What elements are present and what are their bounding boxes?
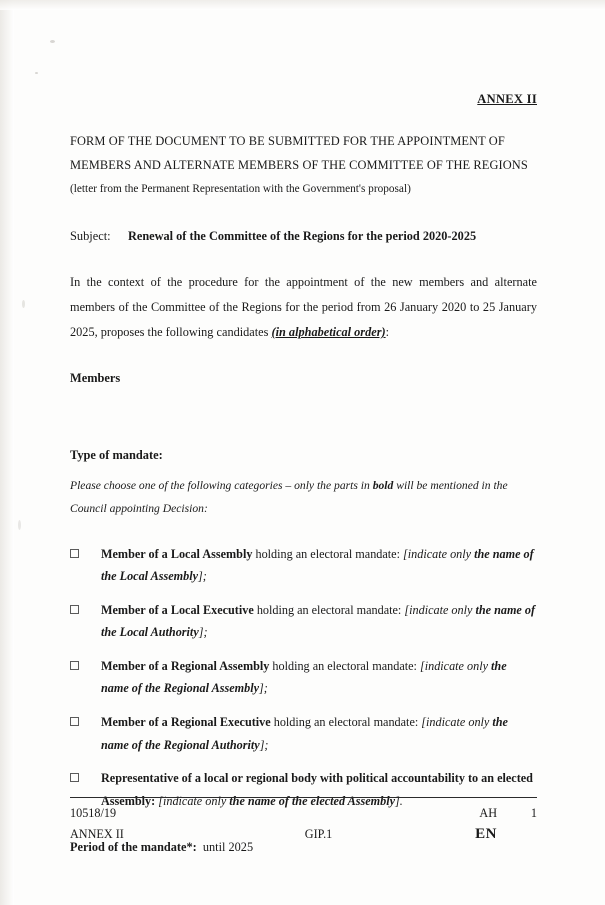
checkbox-icon[interactable] (70, 605, 79, 614)
members-blank-space (70, 386, 537, 448)
annex-title: ANNEX II (477, 92, 537, 106)
scan-edge-top (0, 0, 605, 10)
footer-language: EN (475, 826, 497, 842)
mandate-heading: Type of mandate: (70, 448, 163, 463)
option-bold-lead: Representative of a local or regional body with political accountability to an elected Assembly: (101, 771, 533, 808)
body-paragraph (70, 270, 537, 346)
option-bold-italic: the name of the Local Assembly (101, 546, 534, 584)
members-heading: Members (70, 371, 121, 386)
footer-page-number: 1 (530, 806, 537, 821)
heading-line-1: FORM OF THE DOCUMENT TO BE SUBMITTED FOR THE APPOINTMENT OF (70, 134, 505, 148)
mandate-option-text (101, 711, 537, 756)
heading-line-2: MEMBERS AND ALTERNATE MEMBERS OF THE COMMITTEE OF THE REGIONS (70, 158, 528, 173)
document-body (70, 92, 537, 855)
scan-speck (35, 72, 38, 74)
scan-speck (50, 40, 55, 43)
period-label: Period of the mandate*: (70, 840, 197, 855)
option-italic-open: [indicate only (421, 715, 493, 729)
checkbox-icon[interactable] (70, 773, 79, 782)
footer-annex-ref: ANNEX II (70, 827, 124, 841)
body-paragraph-part1: In the context of the procedure for the appointment of the new members and alternate members of the Committee of the Regions for the period from 26 January 2020 to 25 January 2025, proposes the following candidates (70, 274, 537, 340)
option-italic-close: ]; (259, 681, 268, 696)
mandate-option[interactable] (70, 543, 537, 588)
footer-doc-number: 10518/19 (70, 806, 117, 821)
choose-note-part2: will be mentioned in the Council appointing Decision: (70, 479, 508, 516)
subject-value: Renewal of the Committee of the Regions for the period 2020-2025 (128, 228, 477, 243)
option-normal-mid: holding an electoral mandate: (252, 546, 404, 561)
option-normal-mid: holding an electoral mandate: (270, 715, 422, 729)
heading-note: (letter from the Permanent Representation with the Government's proposal) (70, 183, 411, 196)
option-bold-italic: the name of the Regional Assembly (101, 658, 507, 696)
footer-service: GIP.1 (304, 827, 333, 841)
period-value: until 2025 (202, 840, 254, 855)
option-bold-lead: Member of a Regional Assembly (101, 658, 270, 673)
subject-label: Subject: (70, 228, 111, 243)
option-bold-lead: Member of a Regional Executive (101, 715, 271, 729)
footer-initials: AH (479, 806, 497, 821)
subject-row (70, 229, 537, 244)
mandate-option[interactable] (70, 599, 537, 644)
choose-category-note (70, 475, 537, 520)
option-normal-mid: holding an electoral mandate: (253, 602, 405, 617)
option-bold-italic: the name of the elected Assembly (229, 793, 396, 808)
option-italic-open: [indicate only (419, 658, 492, 673)
body-paragraph-emphasis: (in alphabetical order) (271, 325, 386, 340)
footer-row-top (70, 804, 537, 824)
mandate-option[interactable] (70, 711, 537, 756)
option-italic-close: ]; (259, 737, 269, 752)
page-footer (70, 797, 537, 843)
mandate-option-text (101, 543, 537, 588)
scan-edge-left (0, 0, 14, 905)
scan-speck (18, 520, 21, 530)
scan-speck (22, 300, 25, 308)
option-italic-close: ]. (395, 793, 403, 808)
option-italic-close: ]; (198, 569, 207, 584)
option-italic-open: [indicate only (404, 602, 476, 617)
option-italic-close: ]; (198, 625, 208, 640)
option-bold-italic: the name of the Local Authority (101, 602, 536, 640)
body-paragraph-part2: : (385, 325, 390, 340)
footer-row-bottom (70, 826, 537, 843)
mandate-option[interactable] (70, 655, 537, 700)
choose-note-bold: bold (372, 479, 394, 493)
mandate-option-text (101, 599, 537, 644)
checkbox-icon[interactable] (70, 661, 79, 670)
option-normal-mid: holding an electoral mandate: (269, 658, 420, 673)
option-italic-open: [indicate only (158, 793, 230, 808)
checkbox-icon[interactable] (70, 717, 79, 726)
footer-divider (70, 797, 537, 798)
mandate-option-text (101, 655, 537, 700)
checkbox-icon[interactable] (70, 549, 79, 558)
option-bold-lead: Member of a Local Assembly (101, 546, 253, 561)
option-bold-lead: Member of a Local Executive (101, 602, 254, 617)
choose-note-part1: Please choose one of the following categories – only the parts in (70, 479, 373, 493)
option-bold-italic: the name of the Regional Authority (101, 715, 508, 752)
mandate-options-list (70, 543, 537, 813)
option-italic-open: [indicate only (403, 546, 475, 561)
